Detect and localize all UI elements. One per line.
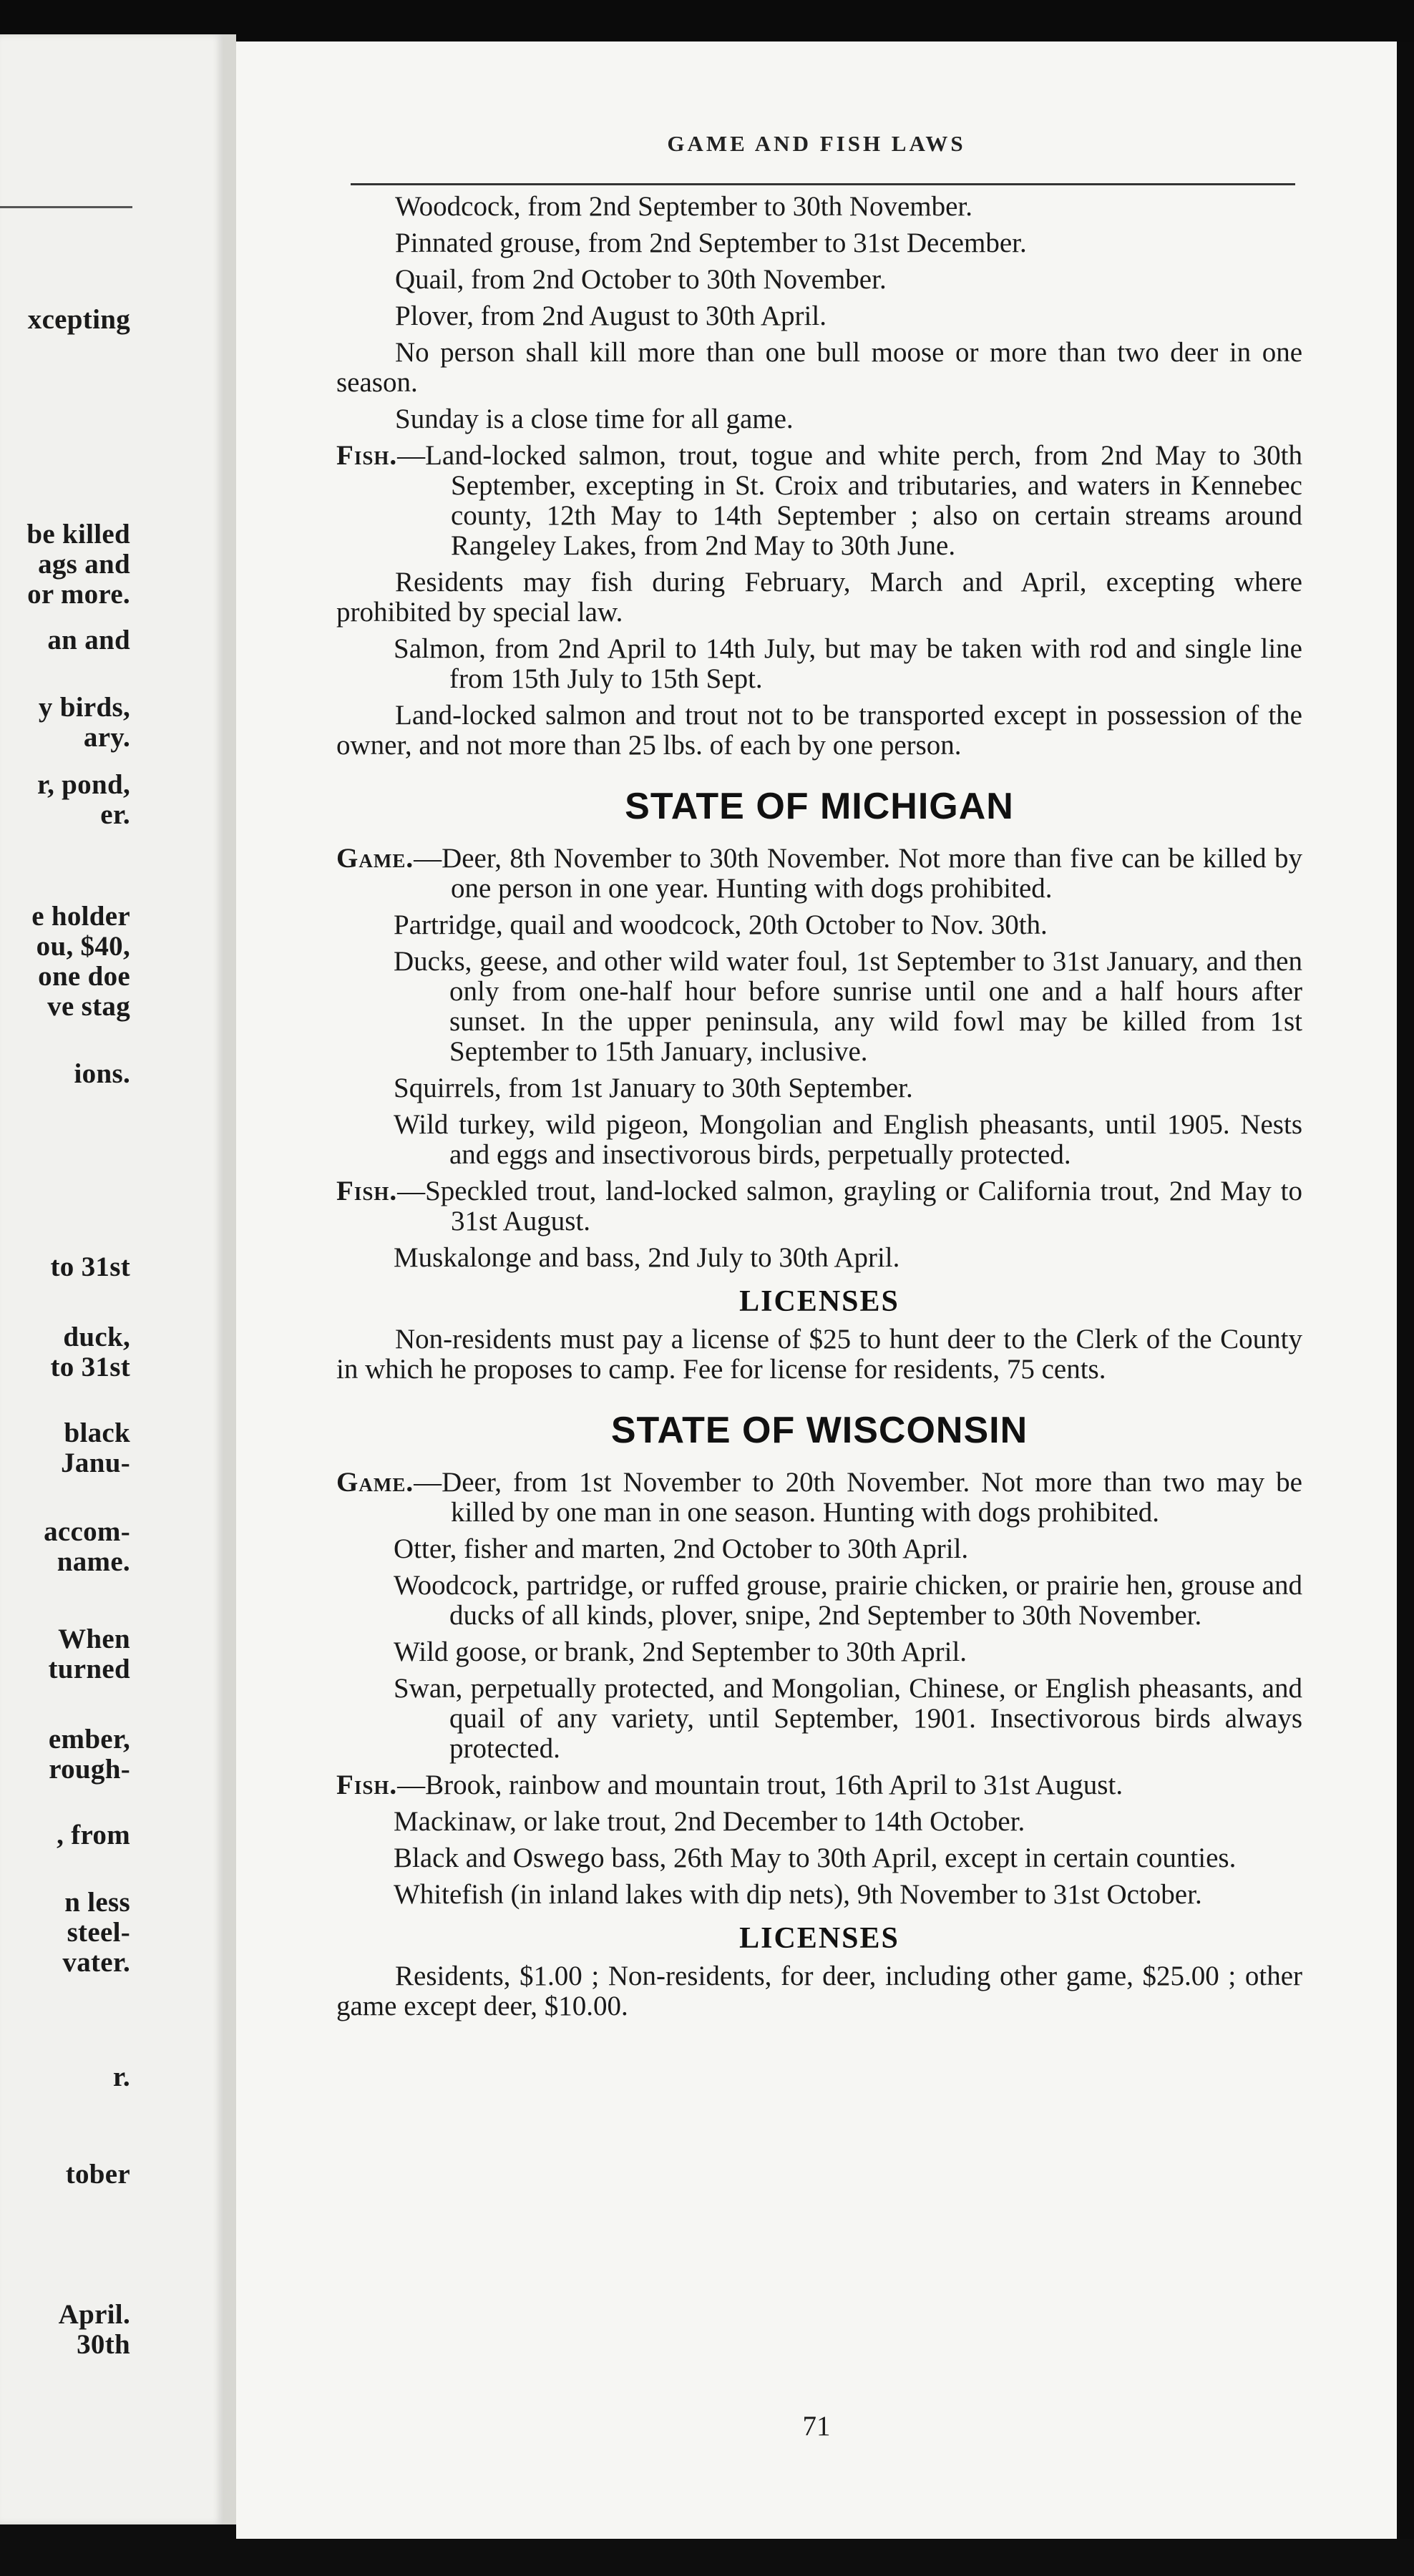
- maine-transport-rule: Land-locked salmon and trout not to be transported except in possession of the owner, and not more than 25 lbs. of each by one person.: [336, 700, 1302, 761]
- left-page-line: steel-: [67, 1917, 130, 1948]
- book-page: [236, 42, 1397, 2539]
- maine-fish-rule: [336, 441, 1302, 561]
- left-page-line: When: [58, 1624, 130, 1654]
- michigan-heading: STATE OF MICHIGAN: [625, 786, 1014, 827]
- michigan-turkey: Wild turkey, wild pigeon, Mongolian and English pheasants, until 1905. Nests and eggs and insectivorous birds, perpetually protected.: [394, 1109, 1302, 1170]
- maine-woodcock: Woodcock, from 2nd September to 30th November.: [395, 191, 973, 222]
- michigan-fish-text: —Speckled trout, land-locked salmon, grayling or California trout, 2nd May to 31st August.: [397, 1176, 1302, 1236]
- left-page-line: or more.: [27, 579, 130, 610]
- wisconsin-fish-rule: [336, 1770, 1302, 1800]
- left-page-line: ember,: [48, 1724, 130, 1755]
- left-page-line: be killed: [26, 519, 130, 550]
- left-page-line: ve stag: [47, 991, 130, 1022]
- running-head-rule: [351, 183, 1295, 185]
- michigan-section: [336, 785, 1302, 1385]
- page-body: [336, 192, 1302, 2028]
- michigan-game-text: —Deer, 8th November to 30th November. Not more than five can be killed by one person in one year. Hunting with dogs prohibited.: [414, 843, 1302, 904]
- left-page-line: y birds,: [38, 692, 130, 723]
- fish-label: Fish.: [336, 1770, 398, 1800]
- maine-plover: Plover, from 2nd August to 30th April.: [395, 301, 827, 331]
- previous-page-strip: [0, 34, 223, 2524]
- left-page-line: e holder: [31, 901, 130, 932]
- wisconsin-mackinaw: Mackinaw, or lake trout, 2nd December to 14th October.: [394, 1806, 1025, 1837]
- wisconsin-licenses-text: Residents, $1.00 ; Non-residents, for deer, including other game, $25.00 ; other game except deer, $10.00.: [336, 1961, 1302, 2021]
- left-page-line: r, pond,: [37, 769, 130, 800]
- maine-continuation: [336, 192, 1302, 761]
- scan-right-border: [1397, 42, 1414, 2539]
- previous-page-head-rule: [0, 206, 132, 208]
- michigan-muskalonge: Muskalonge and bass, 2nd July to 30th April.: [394, 1242, 900, 1273]
- wisconsin-woodcock: Woodcock, partridge, or ruffed grouse, prairie chicken, or prairie hen, grouse and ducks of all kinds, plover, snipe, 2nd September to 30th November.: [394, 1570, 1302, 1631]
- left-page-line: Janu-: [61, 1448, 130, 1478]
- wisconsin-bass: Black and Oswego bass, 26th May to 30th April, except in certain counties.: [394, 1843, 1237, 1873]
- wisconsin-heading: STATE OF WISCONSIN: [610, 1410, 1028, 1451]
- left-page-line: accom-: [44, 1516, 130, 1547]
- game-label: Game.: [336, 1467, 414, 1498]
- left-page-line: r.: [112, 2062, 130, 2092]
- wisconsin-whitefish: Whitefish (in inland lakes with dip nets), 9th November to 31st October.: [394, 1879, 1202, 1910]
- michigan-licenses-text: Non-residents must pay a license of $25 to hunt deer to the Clerk of the County in which he proposes to camp. Fee for license for residents, 75 cents.: [336, 1324, 1302, 1385]
- left-page-line: name.: [57, 1546, 130, 1577]
- wisconsin-fish-text: —Brook, rainbow and mountain trout, 16th April to 31st August.: [397, 1770, 1123, 1800]
- left-page-line: April.: [58, 2299, 130, 2330]
- maine-fish-text: —Land-locked salmon, trout, togue and white perch, from 2nd May to 30th September, excepting in St. Croix and tributaries, and waters in Kennebec county, 12th May to 14th September ; also on certain streams around Rangeley Lakes, from 2nd May to 30th June.: [397, 440, 1302, 561]
- wisconsin-licenses-heading: LICENSES: [739, 1922, 899, 1955]
- michigan-squirrels: Squirrels, from 1st January to 30th September.: [394, 1073, 913, 1103]
- left-page-line: n less: [64, 1887, 130, 1918]
- left-page-line: ary.: [83, 722, 130, 753]
- left-page-line: ions.: [74, 1058, 130, 1089]
- fish-label: Fish.: [336, 1176, 398, 1206]
- left-page-line: turned: [48, 1654, 130, 1684]
- fish-label: Fish.: [336, 440, 398, 471]
- left-page-line: ou, $40,: [36, 931, 130, 962]
- left-page-line: xcepting: [27, 304, 130, 335]
- maine-quail: Quail, from 2nd October to 30th November.: [395, 264, 887, 295]
- left-page-line: ags and: [38, 549, 130, 580]
- left-page-line: black: [64, 1418, 130, 1448]
- michigan-licenses-heading: LICENSES: [739, 1285, 899, 1318]
- page-number: 71: [802, 2411, 831, 2441]
- left-page-line: to 31st: [50, 1352, 130, 1382]
- left-page-line: 30th: [77, 2329, 130, 2360]
- left-page-line: , from: [57, 1820, 130, 1850]
- wisconsin-swan: Swan, perpetually protected, and Mongolian, Chinese, or English pheasants, and quail of any variety, until September, 1901. Insectivorous birds always protected.: [394, 1673, 1302, 1764]
- maine-sunday: Sunday is a close time for all game.: [395, 404, 794, 434]
- wisconsin-otter: Otter, fisher and marten, 2nd October to 30th April.: [394, 1533, 969, 1564]
- left-page-line: an and: [47, 625, 130, 655]
- wisconsin-section: [336, 1409, 1302, 2021]
- left-page-line: rough-: [49, 1754, 130, 1785]
- wisconsin-wild-goose: Wild goose, or brank, 2nd September to 30th April.: [394, 1636, 967, 1667]
- left-page-line: duck,: [63, 1322, 130, 1352]
- michigan-ducks: Ducks, geese, and other wild water foul, 1st September to 31st January, and then only from one-half hour before sunrise until one and a half hours after sunset. In the upper peninsula, any wild fowl may be killed from 1st September to 15th January, inclusive.: [394, 946, 1302, 1067]
- book-gutter: [223, 34, 236, 2524]
- left-page-line: one doe: [38, 961, 130, 992]
- michigan-fish-rule: [336, 1176, 1302, 1236]
- wisconsin-game-rule: [336, 1468, 1302, 1528]
- michigan-game-rule: [336, 844, 1302, 904]
- wisconsin-game-text: —Deer, from 1st November to 20th November. Not more than two may be killed by one man in one season. Hunting with dogs prohibited.: [414, 1467, 1302, 1528]
- game-label: Game.: [336, 843, 414, 874]
- left-page-line: er.: [100, 799, 130, 830]
- running-head: GAME AND FISH LAWS: [667, 131, 966, 156]
- maine-salmon: Salmon, from 2nd April to 14th July, but may be taken with rod and single line from 15th July to 15th Sept.: [394, 633, 1302, 694]
- left-page-line: tober: [65, 2159, 130, 2190]
- left-page-line: to 31st: [50, 1252, 130, 1282]
- maine-residents-fishing: Residents may fish during February, March and April, excepting where prohibited by special law.: [336, 567, 1302, 628]
- michigan-partridge: Partridge, quail and woodcock, 20th October to Nov. 30th.: [394, 909, 1048, 940]
- maine-moose-deer-limit: No person shall kill more than one bull moose or more than two deer in one season.: [336, 337, 1302, 398]
- left-page-line: vater.: [62, 1947, 130, 1978]
- maine-grouse: Pinnated grouse, from 2nd September to 31st December.: [395, 228, 1027, 258]
